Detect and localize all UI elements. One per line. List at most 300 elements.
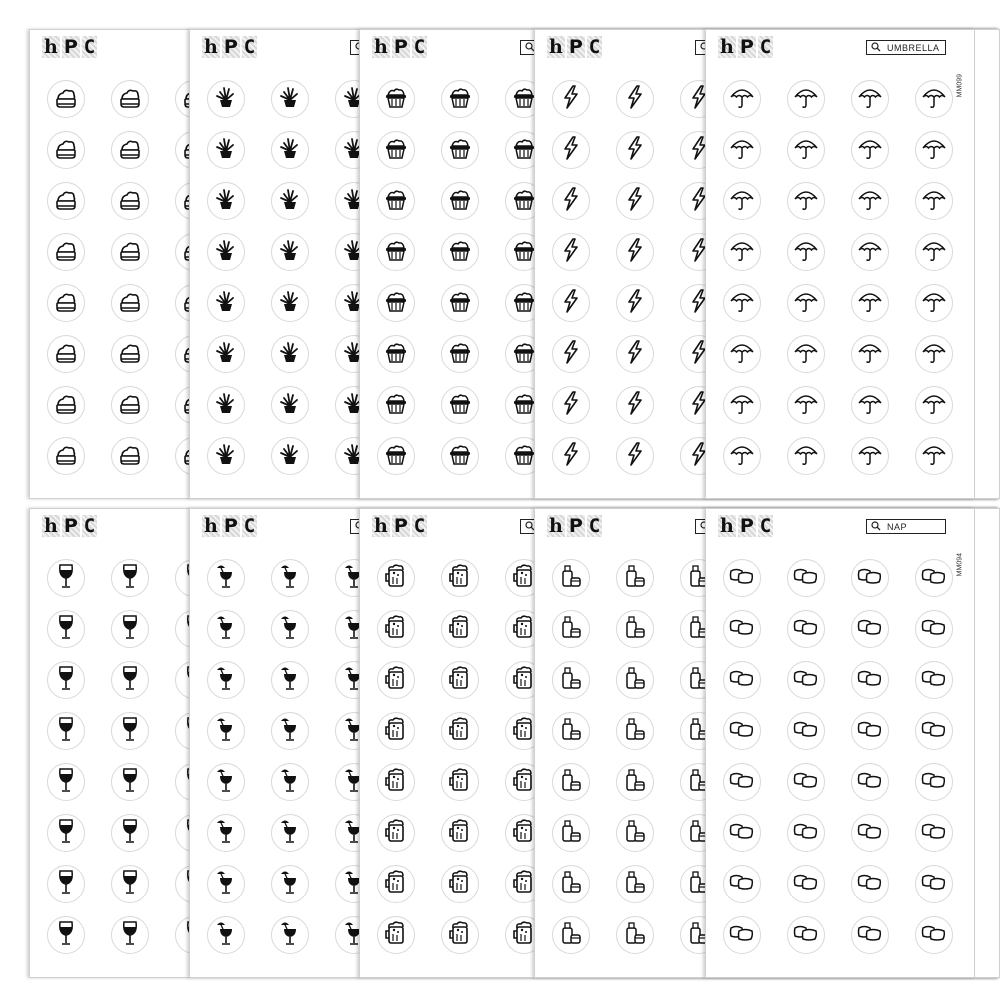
toiletries-icon bbox=[557, 664, 585, 697]
sticker bbox=[915, 182, 953, 220]
laundry-basket-icon bbox=[382, 338, 410, 371]
sticker bbox=[377, 814, 415, 852]
sticker bbox=[915, 916, 953, 954]
beer-mug-icon bbox=[446, 664, 474, 697]
sticker bbox=[47, 386, 85, 424]
laundry-basket-icon bbox=[382, 83, 410, 116]
laundry-basket-icon bbox=[382, 185, 410, 218]
laundry-basket-icon bbox=[446, 287, 474, 320]
pillows-icon bbox=[728, 817, 756, 850]
logo-letter: C bbox=[243, 515, 256, 537]
sticker bbox=[723, 80, 761, 118]
sticker bbox=[723, 712, 761, 750]
cream-jar-icon bbox=[116, 287, 144, 320]
sticker bbox=[851, 661, 889, 699]
pillows-icon bbox=[728, 868, 756, 901]
logo-letter: h bbox=[44, 36, 58, 58]
pillows-icon bbox=[792, 817, 820, 850]
sticker bbox=[111, 437, 149, 475]
sticker bbox=[787, 661, 825, 699]
toiletries-icon bbox=[621, 766, 649, 799]
sticker bbox=[271, 386, 309, 424]
sticker bbox=[787, 80, 825, 118]
sticker bbox=[915, 814, 953, 852]
pillows-icon bbox=[856, 562, 884, 595]
toiletries-icon bbox=[557, 817, 585, 850]
sticker bbox=[723, 916, 761, 954]
toiletries-icon bbox=[621, 613, 649, 646]
laundry-basket-icon bbox=[446, 134, 474, 167]
hpc-logo bbox=[42, 515, 97, 537]
plant-pot-icon bbox=[276, 338, 304, 371]
sticker bbox=[616, 335, 654, 373]
sticker bbox=[441, 763, 479, 801]
search-label: UMBRELLA bbox=[887, 42, 940, 53]
sticker bbox=[441, 284, 479, 322]
umbrella-icon bbox=[728, 134, 756, 167]
toiletries-icon bbox=[621, 817, 649, 850]
sticker bbox=[851, 712, 889, 750]
sticker bbox=[616, 661, 654, 699]
umbrella-icon bbox=[728, 236, 756, 269]
umbrella-icon bbox=[728, 389, 756, 422]
sticker bbox=[111, 610, 149, 648]
pillows-icon bbox=[920, 817, 948, 850]
umbrella-icon bbox=[920, 440, 948, 473]
beer-mug-icon bbox=[382, 766, 410, 799]
logo-letter: C bbox=[413, 515, 426, 537]
toiletries-icon bbox=[557, 715, 585, 748]
sticker bbox=[207, 814, 245, 852]
wine-glass-icon bbox=[52, 613, 80, 646]
cocktail-icon bbox=[212, 817, 240, 850]
sticker bbox=[552, 661, 590, 699]
logo-letter: h bbox=[374, 515, 388, 537]
sticker bbox=[552, 284, 590, 322]
sticker bbox=[377, 233, 415, 271]
sticker bbox=[915, 437, 953, 475]
sticker bbox=[207, 80, 245, 118]
sticker bbox=[377, 610, 415, 648]
sticker bbox=[111, 233, 149, 271]
sticker bbox=[111, 916, 149, 954]
plant-pot-icon bbox=[212, 389, 240, 422]
logo-letter: P bbox=[63, 515, 78, 537]
sticker bbox=[552, 80, 590, 118]
sticker bbox=[271, 763, 309, 801]
cream-jar-icon bbox=[116, 440, 144, 473]
lightning-bolt-icon bbox=[557, 440, 585, 473]
umbrella-icon bbox=[792, 389, 820, 422]
pillows-icon bbox=[856, 715, 884, 748]
cocktail-icon bbox=[212, 613, 240, 646]
umbrella-icon bbox=[920, 287, 948, 320]
beer-mug-icon bbox=[446, 817, 474, 850]
sticker bbox=[207, 386, 245, 424]
sticker bbox=[616, 610, 654, 648]
umbrella-icon bbox=[728, 185, 756, 218]
product-code: MM099 bbox=[956, 74, 963, 98]
lightning-bolt-icon bbox=[557, 389, 585, 422]
logo-letter: h bbox=[549, 515, 563, 537]
hpc-logo bbox=[547, 515, 602, 537]
wine-glass-icon bbox=[116, 919, 144, 952]
sticker bbox=[851, 284, 889, 322]
logo-letter: P bbox=[739, 36, 754, 58]
cocktail-icon bbox=[212, 562, 240, 595]
logo-letter: P bbox=[393, 515, 408, 537]
hpc-logo bbox=[718, 515, 773, 537]
sticker bbox=[271, 437, 309, 475]
sticker bbox=[723, 233, 761, 271]
umbrella-icon bbox=[856, 134, 884, 167]
sticker bbox=[915, 284, 953, 322]
sticker bbox=[111, 763, 149, 801]
hpc-logo bbox=[547, 36, 602, 58]
cocktail-icon bbox=[276, 766, 304, 799]
logo-letter: P bbox=[393, 36, 408, 58]
laundry-basket-icon bbox=[382, 236, 410, 269]
pillows-icon bbox=[728, 715, 756, 748]
sticker bbox=[552, 814, 590, 852]
plant-pot-icon bbox=[212, 134, 240, 167]
sticker bbox=[441, 80, 479, 118]
sticker bbox=[377, 335, 415, 373]
sticker bbox=[851, 916, 889, 954]
wine-glass-icon bbox=[52, 919, 80, 952]
sticker bbox=[616, 916, 654, 954]
sticker bbox=[851, 763, 889, 801]
beer-mug-icon bbox=[382, 868, 410, 901]
sticker bbox=[47, 661, 85, 699]
sticker bbox=[111, 182, 149, 220]
toiletries-icon bbox=[557, 766, 585, 799]
pillows-icon bbox=[728, 766, 756, 799]
sticker bbox=[915, 386, 953, 424]
hpc-logo bbox=[372, 515, 427, 537]
sticker bbox=[377, 559, 415, 597]
logo-letter: C bbox=[759, 36, 772, 58]
sticker bbox=[723, 763, 761, 801]
toiletries-icon bbox=[557, 562, 585, 595]
umbrella-icon bbox=[792, 338, 820, 371]
plant-pot-icon bbox=[276, 440, 304, 473]
sticker bbox=[787, 865, 825, 903]
sticker bbox=[441, 865, 479, 903]
sticker bbox=[787, 131, 825, 169]
umbrella-icon bbox=[920, 185, 948, 218]
sticker-sheet-umbrella bbox=[705, 29, 975, 499]
sticker bbox=[377, 80, 415, 118]
pillows-icon bbox=[856, 817, 884, 850]
pillows-icon bbox=[792, 613, 820, 646]
pillows-icon bbox=[920, 766, 948, 799]
sticker bbox=[207, 559, 245, 597]
plant-pot-icon bbox=[212, 83, 240, 116]
sticker bbox=[271, 80, 309, 118]
sticker bbox=[377, 712, 415, 750]
sticker bbox=[851, 814, 889, 852]
logo-letter: C bbox=[413, 36, 426, 58]
hpc-logo bbox=[372, 36, 427, 58]
sticker bbox=[851, 80, 889, 118]
sticker bbox=[271, 559, 309, 597]
plant-pot-icon bbox=[276, 287, 304, 320]
toiletries-icon bbox=[621, 664, 649, 697]
hpc-logo bbox=[202, 515, 257, 537]
cream-jar-icon bbox=[116, 134, 144, 167]
umbrella-icon bbox=[728, 287, 756, 320]
pillows-icon bbox=[792, 868, 820, 901]
sticker bbox=[723, 131, 761, 169]
sticker bbox=[377, 661, 415, 699]
laundry-basket-icon bbox=[382, 389, 410, 422]
wine-glass-icon bbox=[52, 664, 80, 697]
sticker bbox=[111, 386, 149, 424]
logo-letter: P bbox=[568, 515, 583, 537]
pillows-icon bbox=[920, 562, 948, 595]
umbrella-icon bbox=[920, 83, 948, 116]
cream-jar-icon bbox=[52, 185, 80, 218]
sticker bbox=[47, 610, 85, 648]
plant-pot-icon bbox=[212, 287, 240, 320]
sticker bbox=[616, 233, 654, 271]
sticker bbox=[851, 610, 889, 648]
laundry-basket-icon bbox=[382, 287, 410, 320]
plant-pot-icon bbox=[212, 185, 240, 218]
cream-jar-icon bbox=[52, 236, 80, 269]
wine-glass-icon bbox=[116, 817, 144, 850]
sticker bbox=[787, 386, 825, 424]
sticker bbox=[552, 763, 590, 801]
laundry-basket-icon bbox=[382, 134, 410, 167]
umbrella-icon bbox=[792, 185, 820, 218]
sticker bbox=[377, 763, 415, 801]
product-code: MM094 bbox=[956, 553, 963, 577]
cream-jar-icon bbox=[116, 83, 144, 116]
sticker bbox=[441, 233, 479, 271]
sticker bbox=[47, 712, 85, 750]
sticker bbox=[271, 865, 309, 903]
pillows-icon bbox=[920, 715, 948, 748]
sticker bbox=[207, 712, 245, 750]
sticker bbox=[723, 182, 761, 220]
lightning-bolt-icon bbox=[621, 134, 649, 167]
lightning-bolt-icon bbox=[557, 185, 585, 218]
umbrella-icon bbox=[856, 185, 884, 218]
sticker bbox=[271, 233, 309, 271]
pillows-icon bbox=[792, 919, 820, 952]
beer-mug-icon bbox=[446, 715, 474, 748]
toiletries-icon bbox=[557, 919, 585, 952]
lightning-bolt-icon bbox=[557, 83, 585, 116]
umbrella-icon bbox=[728, 83, 756, 116]
sticker bbox=[111, 284, 149, 322]
sticker-sheet-pillows bbox=[705, 508, 975, 978]
sticker bbox=[915, 131, 953, 169]
logo-letter: h bbox=[204, 515, 218, 537]
sticker bbox=[787, 610, 825, 648]
sticker bbox=[851, 182, 889, 220]
sticker bbox=[207, 763, 245, 801]
umbrella-icon bbox=[792, 287, 820, 320]
sticker bbox=[723, 559, 761, 597]
cream-jar-icon bbox=[116, 338, 144, 371]
sticker bbox=[47, 559, 85, 597]
sticker bbox=[787, 233, 825, 271]
wine-glass-icon bbox=[52, 766, 80, 799]
sticker bbox=[377, 916, 415, 954]
umbrella-icon bbox=[856, 389, 884, 422]
sticker bbox=[616, 763, 654, 801]
laundry-basket-icon bbox=[382, 440, 410, 473]
sticker bbox=[271, 182, 309, 220]
logo-letter: h bbox=[720, 515, 734, 537]
sticker bbox=[111, 661, 149, 699]
search-box bbox=[866, 40, 946, 55]
sticker bbox=[47, 865, 85, 903]
sticker bbox=[111, 131, 149, 169]
sticker bbox=[552, 386, 590, 424]
sticker bbox=[271, 284, 309, 322]
toiletries-icon bbox=[557, 868, 585, 901]
wine-glass-icon bbox=[116, 664, 144, 697]
cream-jar-icon bbox=[116, 185, 144, 218]
sticker bbox=[616, 182, 654, 220]
sticker bbox=[377, 865, 415, 903]
pillows-icon bbox=[920, 664, 948, 697]
sticker bbox=[915, 712, 953, 750]
logo-letter: C bbox=[759, 515, 772, 537]
sticker bbox=[47, 763, 85, 801]
umbrella-icon bbox=[920, 338, 948, 371]
umbrella-icon bbox=[856, 338, 884, 371]
sticker bbox=[616, 80, 654, 118]
pillows-icon bbox=[856, 919, 884, 952]
sticker bbox=[111, 712, 149, 750]
wine-glass-icon bbox=[116, 715, 144, 748]
wine-glass-icon bbox=[52, 868, 80, 901]
cocktail-icon bbox=[212, 919, 240, 952]
sticker bbox=[787, 182, 825, 220]
sticker bbox=[787, 437, 825, 475]
pillows-icon bbox=[856, 664, 884, 697]
cream-jar-icon bbox=[116, 236, 144, 269]
lightning-bolt-icon bbox=[621, 185, 649, 218]
sticker bbox=[47, 233, 85, 271]
cocktail-icon bbox=[276, 919, 304, 952]
sticker bbox=[723, 610, 761, 648]
sticker bbox=[851, 233, 889, 271]
sticker bbox=[207, 865, 245, 903]
logo-letter: P bbox=[223, 36, 238, 58]
beer-mug-icon bbox=[446, 919, 474, 952]
sticker bbox=[787, 335, 825, 373]
pillows-icon bbox=[920, 919, 948, 952]
beer-mug-icon bbox=[446, 613, 474, 646]
lightning-bolt-icon bbox=[557, 236, 585, 269]
sticker bbox=[616, 865, 654, 903]
beer-mug-icon bbox=[382, 613, 410, 646]
toiletries-icon bbox=[621, 562, 649, 595]
lightning-bolt-icon bbox=[621, 83, 649, 116]
plant-pot-icon bbox=[276, 83, 304, 116]
sticker bbox=[552, 712, 590, 750]
sticker bbox=[915, 559, 953, 597]
logo-letter: C bbox=[243, 36, 256, 58]
logo-letter: h bbox=[204, 36, 218, 58]
sticker bbox=[111, 335, 149, 373]
cream-jar-icon bbox=[116, 389, 144, 422]
sticker bbox=[207, 335, 245, 373]
cocktail-icon bbox=[212, 715, 240, 748]
sticker bbox=[851, 386, 889, 424]
sticker bbox=[47, 80, 85, 118]
sticker bbox=[616, 437, 654, 475]
beer-mug-icon bbox=[382, 664, 410, 697]
sticker bbox=[552, 182, 590, 220]
wine-glass-icon bbox=[52, 562, 80, 595]
lightning-bolt-icon bbox=[621, 236, 649, 269]
sticker bbox=[851, 437, 889, 475]
plant-pot-icon bbox=[212, 338, 240, 371]
sticker bbox=[915, 865, 953, 903]
sticker bbox=[723, 437, 761, 475]
umbrella-icon bbox=[920, 389, 948, 422]
logo-letter: P bbox=[739, 515, 754, 537]
laundry-basket-icon bbox=[446, 440, 474, 473]
sticker bbox=[207, 661, 245, 699]
sticker bbox=[271, 335, 309, 373]
pillows-icon bbox=[856, 868, 884, 901]
logo-letter: P bbox=[223, 515, 238, 537]
beer-mug-icon bbox=[382, 715, 410, 748]
magnifier-icon bbox=[867, 42, 887, 54]
sticker bbox=[552, 437, 590, 475]
umbrella-icon bbox=[728, 338, 756, 371]
sticker bbox=[377, 437, 415, 475]
sticker bbox=[723, 814, 761, 852]
logo-letter: h bbox=[720, 36, 734, 58]
umbrella-icon bbox=[792, 236, 820, 269]
lightning-bolt-icon bbox=[557, 287, 585, 320]
sticker bbox=[207, 437, 245, 475]
logo-letter: h bbox=[549, 36, 563, 58]
sticker bbox=[47, 335, 85, 373]
pillows-icon bbox=[728, 613, 756, 646]
pillows-icon bbox=[792, 562, 820, 595]
umbrella-icon bbox=[856, 287, 884, 320]
lightning-bolt-icon bbox=[621, 440, 649, 473]
toiletries-icon bbox=[621, 919, 649, 952]
lightning-bolt-icon bbox=[621, 389, 649, 422]
sticker bbox=[616, 814, 654, 852]
sticker bbox=[441, 437, 479, 475]
sticker bbox=[47, 916, 85, 954]
pillows-icon bbox=[856, 613, 884, 646]
umbrella-icon bbox=[856, 440, 884, 473]
cocktail-icon bbox=[276, 562, 304, 595]
logo-letter: C bbox=[588, 515, 601, 537]
sticker bbox=[377, 131, 415, 169]
wine-glass-icon bbox=[116, 868, 144, 901]
wine-glass-icon bbox=[52, 817, 80, 850]
sticker bbox=[552, 131, 590, 169]
sticker bbox=[441, 559, 479, 597]
cocktail-icon bbox=[276, 613, 304, 646]
umbrella-icon bbox=[920, 236, 948, 269]
wine-glass-icon bbox=[116, 766, 144, 799]
